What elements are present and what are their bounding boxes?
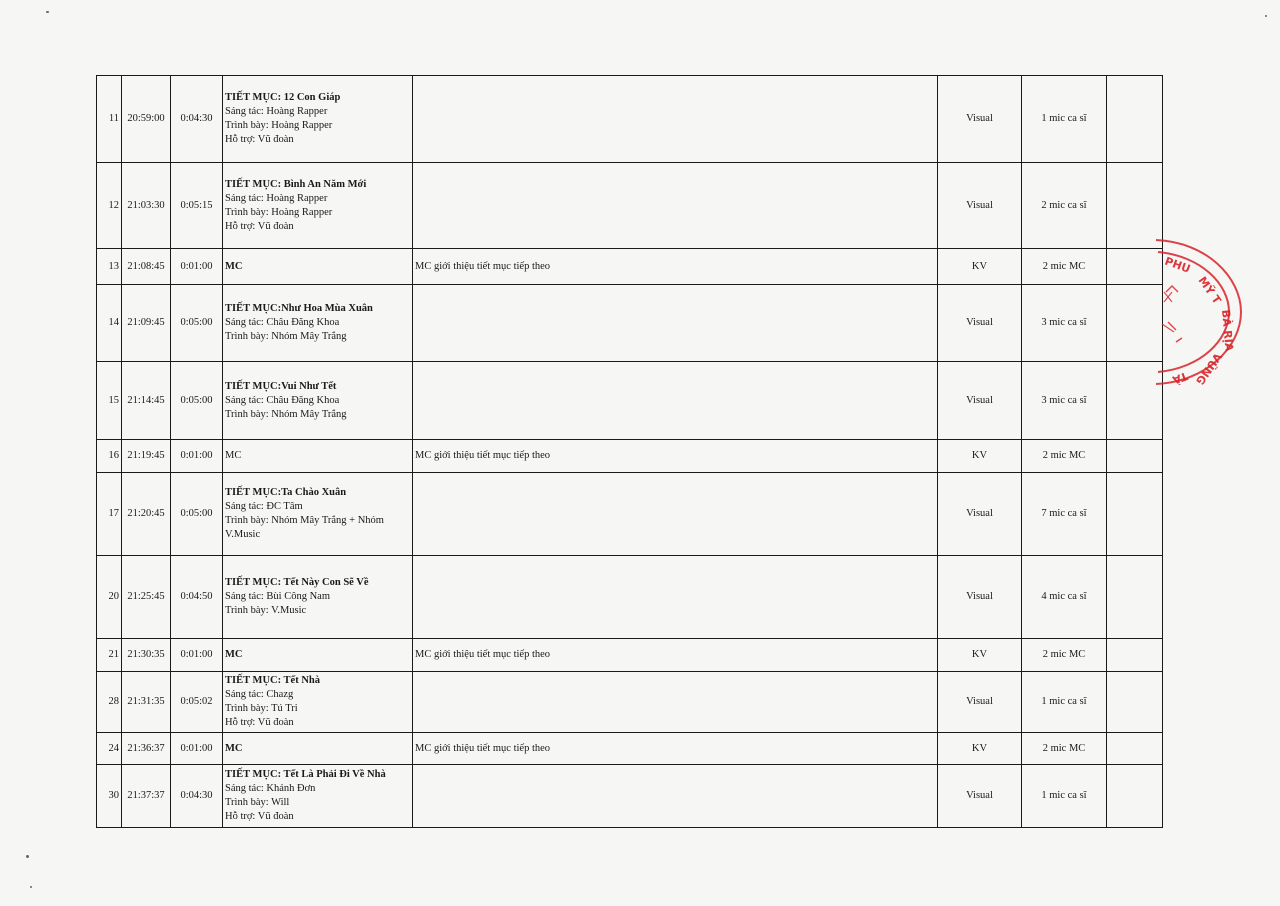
tech-cell: KV: [938, 440, 1022, 473]
mic-cell: 1 mic ca sĩ: [1022, 76, 1107, 163]
act-detail-line: Sáng tác: Bùi Công Nam: [225, 591, 330, 602]
table-row: [97, 765, 1163, 828]
empty-cell: [1107, 440, 1163, 473]
act-title: TIẾT MỤC: Tết Này Con Sẽ Về: [225, 577, 369, 588]
start-time-cell: 21:20:45: [122, 473, 171, 556]
mic-cell: 3 mic ca sĩ: [1022, 362, 1107, 440]
act-detail-line: Trình bày: Hoàng Rapper: [225, 120, 333, 131]
tech-cell: KV: [938, 733, 1022, 765]
mic-cell: 2 mic MC: [1022, 440, 1107, 473]
start-time-cell: 21:19:45: [122, 440, 171, 473]
note-cell: [413, 556, 938, 639]
mic-cell: 4 mic ca sĩ: [1022, 556, 1107, 639]
act-detail-line: Hỗ trợ: Vũ đoàn: [225, 220, 294, 232]
mic-cell: 2 mic MC: [1022, 733, 1107, 765]
start-time-cell: 20:59:00: [122, 76, 171, 163]
svg-text:VŨNG: VŨNG: [1193, 350, 1225, 387]
duration-cell: 0:01:00: [171, 733, 223, 765]
empty-cell: [1107, 249, 1163, 285]
scan-speck: [1265, 15, 1267, 17]
start-time-cell: 21:08:45: [122, 249, 171, 285]
start-time-cell: 21:03:30: [122, 163, 171, 249]
duration-cell: 0:05:00: [171, 473, 223, 556]
tech-cell: Visual: [938, 76, 1022, 163]
start-time-cell: 21:09:45: [122, 285, 171, 362]
duration-cell: 0:01:00: [171, 639, 223, 672]
note-cell: [413, 163, 938, 249]
mic-cell: 3 mic ca sĩ: [1022, 285, 1107, 362]
mic-cell: 1 mic ca sĩ: [1022, 672, 1107, 733]
table-row: [97, 249, 1163, 285]
table-row: [97, 285, 1163, 362]
empty-cell: [1107, 672, 1163, 733]
act-content-cell: [223, 249, 413, 285]
note-cell: [413, 765, 938, 828]
act-content-cell: [223, 473, 413, 556]
act-title: TIẾT MỤC: 12 Con Giáp: [225, 92, 341, 103]
act-title: MC: [225, 260, 243, 272]
act-detail-line: Sáng tác: ĐC Tâm: [225, 501, 303, 512]
act-title: TIẾT MỤC: Tết Nhà: [225, 675, 320, 686]
empty-cell: [1107, 556, 1163, 639]
mic-cell: 2 mic MC: [1022, 249, 1107, 285]
act-detail-line: Trình bày: Nhóm Mây Trắng: [225, 331, 347, 342]
act-title: MC: [225, 742, 243, 754]
program-schedule-table: [96, 75, 1163, 828]
act-title: TIẾT MỤC:Vui Như Tết: [225, 380, 337, 392]
act-title: MC: [225, 450, 242, 461]
row-number-cell: 20: [97, 556, 122, 639]
duration-cell: 0:05:02: [171, 672, 223, 733]
duration-cell: 0:01:00: [171, 440, 223, 473]
scan-speck: [26, 855, 29, 858]
act-detail-line: Sáng tác: Châu Đăng Khoa: [225, 317, 340, 328]
act-detail-line: Sáng tác: Hoàng Rapper: [225, 106, 328, 117]
tech-cell: KV: [938, 639, 1022, 672]
note-cell: [413, 362, 938, 440]
row-number-cell: 11: [97, 76, 122, 163]
tech-cell: KV: [938, 249, 1022, 285]
note-cell: [413, 473, 938, 556]
table-row: [97, 639, 1163, 672]
act-content-cell: [223, 639, 413, 672]
act-content-cell: [223, 163, 413, 249]
start-time-cell: 21:36:37: [122, 733, 171, 765]
empty-cell: [1107, 639, 1163, 672]
act-content-cell: [223, 556, 413, 639]
empty-cell: [1107, 362, 1163, 440]
note-cell: [413, 672, 938, 733]
duration-cell: 0:05:15: [171, 163, 223, 249]
tech-cell: Visual: [938, 473, 1022, 556]
act-detail-line: Hỗ trợ: Vũ đoàn: [225, 811, 294, 822]
act-detail-line: Sáng tác: Chazg: [225, 689, 294, 700]
act-title: MC: [225, 649, 243, 660]
act-detail-line: Trình bày: Tú Tri: [225, 703, 298, 714]
act-detail-line: Trình bày: Hoàng Rapper: [225, 206, 333, 218]
empty-cell: [1107, 163, 1163, 249]
duration-cell: 0:05:00: [171, 362, 223, 440]
scan-speck: [30, 886, 32, 888]
empty-cell: [1107, 285, 1163, 362]
act-title: TIẾT MỤC:Như Hoa Mùa Xuân: [225, 303, 373, 314]
act-detail-line: Sáng tác: Hoàng Rapper: [225, 192, 328, 204]
table-row: [97, 473, 1163, 556]
row-number-cell: 15: [97, 362, 122, 440]
scan-speck: [46, 11, 49, 13]
note-cell: MC giới thiệu tiết mục tiếp theo: [413, 733, 938, 765]
note-cell: [413, 76, 938, 163]
act-content-cell: [223, 76, 413, 163]
act-content-cell: [223, 733, 413, 765]
duration-cell: 0:04:30: [171, 765, 223, 828]
note-cell: MC giới thiệu tiết mục tiếp theo: [413, 639, 938, 672]
table-row: [97, 163, 1163, 249]
note-cell: MC giới thiệu tiết mục tiếp theo: [413, 249, 938, 285]
tech-cell: Visual: [938, 362, 1022, 440]
act-title: TIẾT MỤC: Tết Là Phải Đi Về Nhà: [225, 769, 386, 780]
row-number-cell: 13: [97, 249, 122, 285]
mic-cell: 2 mic ca sĩ: [1022, 163, 1107, 249]
row-number-cell: 14: [97, 285, 122, 362]
act-content-cell: [223, 440, 413, 473]
start-time-cell: 21:37:37: [122, 765, 171, 828]
tech-cell: Visual: [938, 765, 1022, 828]
tech-cell: Visual: [938, 556, 1022, 639]
table-row: [97, 733, 1163, 765]
row-number-cell: 24: [97, 733, 122, 765]
act-detail-line: Trình bày: Nhóm Mây Trắng: [225, 408, 347, 420]
duration-cell: 0:05:00: [171, 285, 223, 362]
empty-cell: [1107, 733, 1163, 765]
svg-text:BÀ RỊA: BÀ RỊA: [1219, 309, 1236, 352]
empty-cell: [1107, 765, 1163, 828]
mic-cell: 1 mic ca sĩ: [1022, 765, 1107, 828]
start-time-cell: 21:25:45: [122, 556, 171, 639]
row-number-cell: 17: [97, 473, 122, 556]
tech-cell: Visual: [938, 672, 1022, 733]
note-cell: [413, 285, 938, 362]
empty-cell: [1107, 76, 1163, 163]
duration-cell: 0:04:50: [171, 556, 223, 639]
act-title: TIẾT MỤC:Ta Chào Xuân: [225, 487, 347, 498]
row-number-cell: 16: [97, 440, 122, 473]
table-row: [97, 672, 1163, 733]
act-detail-line: Hỗ trợ: Vũ đoàn: [225, 134, 294, 145]
table-row: [97, 76, 1163, 163]
table-row: [97, 440, 1163, 473]
act-detail-line: Trình bày: Nhóm Mây Trắng + Nhóm V.Music: [225, 515, 384, 540]
act-content-cell: [223, 672, 413, 733]
tech-cell: Visual: [938, 163, 1022, 249]
start-time-cell: 21:30:35: [122, 639, 171, 672]
table-row: [97, 556, 1163, 639]
row-number-cell: 12: [97, 163, 122, 249]
note-cell: MC giới thiệu tiết mục tiếp theo: [413, 440, 938, 473]
duration-cell: 0:04:30: [171, 76, 223, 163]
act-title: TIẾT MỤC: Bình An Năm Mới: [225, 178, 367, 190]
duration-cell: 0:01:00: [171, 249, 223, 285]
row-number-cell: 28: [97, 672, 122, 733]
start-time-cell: 21:31:35: [122, 672, 171, 733]
act-detail-line: Hỗ trợ: Vũ đoàn: [225, 717, 294, 728]
start-time-cell: 21:14:45: [122, 362, 171, 440]
tech-cell: Visual: [938, 285, 1022, 362]
table-row: [97, 362, 1163, 440]
empty-cell: [1107, 473, 1163, 556]
act-detail-line: Trình bày: Will: [225, 797, 290, 808]
act-content-cell: [223, 362, 413, 440]
row-number-cell: 21: [97, 639, 122, 672]
act-content-cell: [223, 765, 413, 828]
row-number-cell: 30: [97, 765, 122, 828]
svg-text:PHU: PHU: [1162, 254, 1193, 276]
act-detail-line: Trình bày: V.Music: [225, 605, 307, 616]
act-detail-line: Sáng tác: Châu Đăng Khoa: [225, 394, 340, 406]
act-content-cell: [223, 285, 413, 362]
mic-cell: 7 mic ca sĩ: [1022, 473, 1107, 556]
svg-text:MỸ T: MỸ T: [1195, 274, 1224, 307]
act-detail-line: Sáng tác: Khánh Đơn: [225, 783, 316, 794]
svg-text:TÀ: TÀ: [1170, 369, 1190, 387]
mic-cell: 2 mic MC: [1022, 639, 1107, 672]
